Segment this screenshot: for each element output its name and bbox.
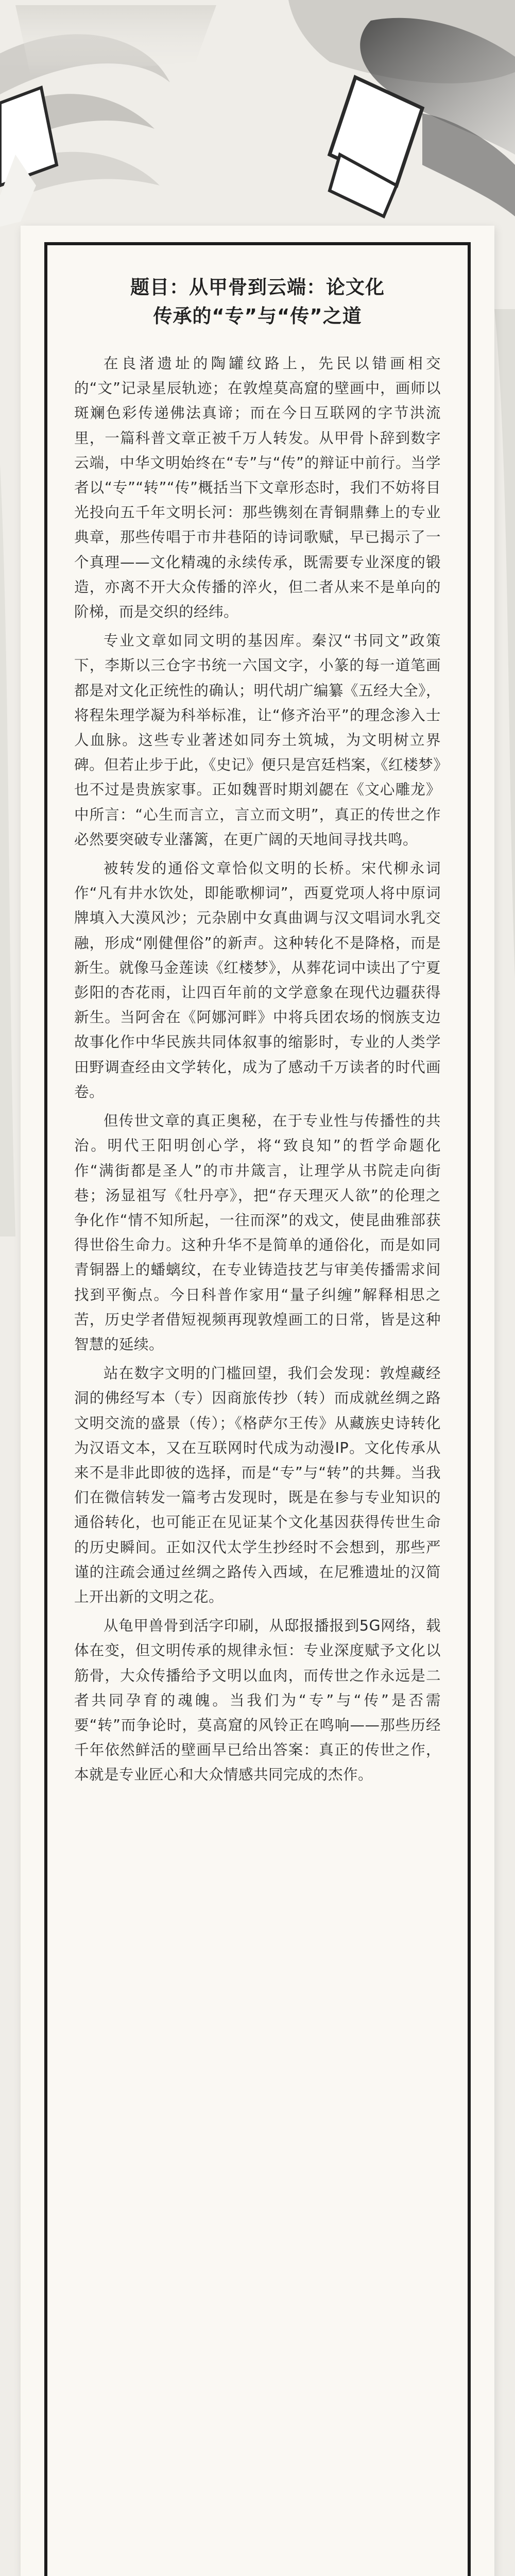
paragraph-3: 被转发的通俗文章恰似文明的长桥。宋代柳永词作“凡有井水饮处，即能歌柳词”，西夏党项人将中原词牌填入大漠风沙；元杂剧中女真曲调与汉文唱词水乳交融，形成“刚健俚俗”的新声。这种转化不是降格，而是新生。就像马金莲读《红楼梦》，从葬花词中读出了宁夏彭阳的杏花雨，让四百年前的文学意象在现代边疆获得新生。当阿舍在《阿娜河畔》中将兵团农场的悯族支边故事化作中华民族共同体叙事的缩影时，专业的人类学田野调查经由文学转化，成为了感动千万读者的时代画卷。: [74, 860, 441, 1100]
paragraph-5: 站在数字文明的门槛回望，我们会发现：敦煌藏经洞的佛经写本（专）因商旅传抄（转）而成就丝绸之路文明交流的盛景（传）；《格萨尔王传》从藏族史诗转化为汉语文本，又在互联网时代成为动漫IP。文化传承从来不是非此即彼的选择，而是“专”与“转”的共舞。当我们在微信转发一篇考古发现时，既是在参与专业知识的通俗转化，也可能正在见证某个文化基因获得传世生命的历史瞬间。正如汉代太学生抄经时不会想到，那些严谨的注疏会通过丝绸之路传入西域，在尼雅遗址的汉简上开出新的文明之花。: [74, 1365, 441, 1605]
ink-wash-top-left: [15, 5, 216, 77]
article-title-line-2: 传承的“专”与“传”之道: [153, 305, 362, 327]
paragraph-1: 在良渚遗址的陶罐纹路上，先民以错画相交的“文”记录星辰轨迹；在敦煌莫高窟的壁画中，画师以斑斓色彩传递佛法真谛；而在今日互联网的字节洪流里，一篇科普文章正被千万人转发。从甲骨卜辞到数字云端，中华文明始终在“专”与“传”的辩证中前行。当学者以“专”“转”“传”概括当下文章形态时，我们不妨将目光投向五千年文明长河：那些镌刻在青铜鼎彝上的专业典章，那些传唱于市井巷陌的诗词歌赋，早已揭示了一个真理——文化精魂的永续传承，既需要专业深度的锻造，亦离不开大众传播的淬火，但二者从来不是单向的阶梯，而是交织的经纬。: [74, 355, 441, 621]
paragraph-4: 但传世文章的真正奥秘，在于专业性与传播性的共治。明代王阳明创心学，将“致良知”的哲学命题化作“满街都是圣人”的市井箴言，让理学从书院走向街巷；汤显祖写《牡丹亭》，把“存天理灭人欲”的伦理之争化作“情不知所起，一往而深”的戏文，使昆曲雅部获得世俗生命力。这种升华不是简单的通俗化，而是如同青铜器上的蟠螭纹，在专业铸造技艺与审美传播需求间找到平衡点。今日科普作家用“量子纠缠”解释相思之苦，历史学者借短视频再现敦煌画工的日常，皆是这种智慧的延续。: [74, 1112, 441, 1353]
ink-wash-left-side: [0, 464, 15, 1236]
paragraph-6: 从龟甲兽骨到活字印刷，从邸报播报到5G网络，载体在变，但文明传承的规律永恒：专业深度赋予文化以筋骨，大众传播给予文明以血肉，而传世之作永远是二者共同孕育的魂魄。当我们为“专”与“传”是否需要“转”而争论时，莫高窟的风铃正在鸣响——那些历经千年依然鲜活的壁画早已给出答案：真正的传世之作，本就是专业匠心和大众情感共同完成的杰作。: [74, 1617, 441, 1784]
article-content: [74, 273, 441, 1792]
paragraph-2: 专业文章如同文明的基因库。秦汉“书同文”政策下，李斯以三仓字书统一六国文字，小篆的每一道笔画都是对文化正统性的确认；明代胡广编纂《五经大全》，将程朱理学凝为科举标准，让“修齐治平”的理念渗入士人血脉。这些专业著述如同夯土筑城，为文明树立界碑。但若止步于此，《史记》便只是宫廷档案，《红楼梦》也不过是贵族家事。正如魏晋时期刘勰在《文心雕龙》中所言：“心生而言立，言立而文明”，真正的传世之作必然要突破专业藩篱，在更广阔的天地间寻找共鸣。: [74, 632, 441, 848]
ink-wash-right-side: [494, 309, 515, 979]
article-title-line-1: 题目：从甲骨到云端：论文化: [130, 276, 385, 298]
article-title: [74, 273, 441, 331]
